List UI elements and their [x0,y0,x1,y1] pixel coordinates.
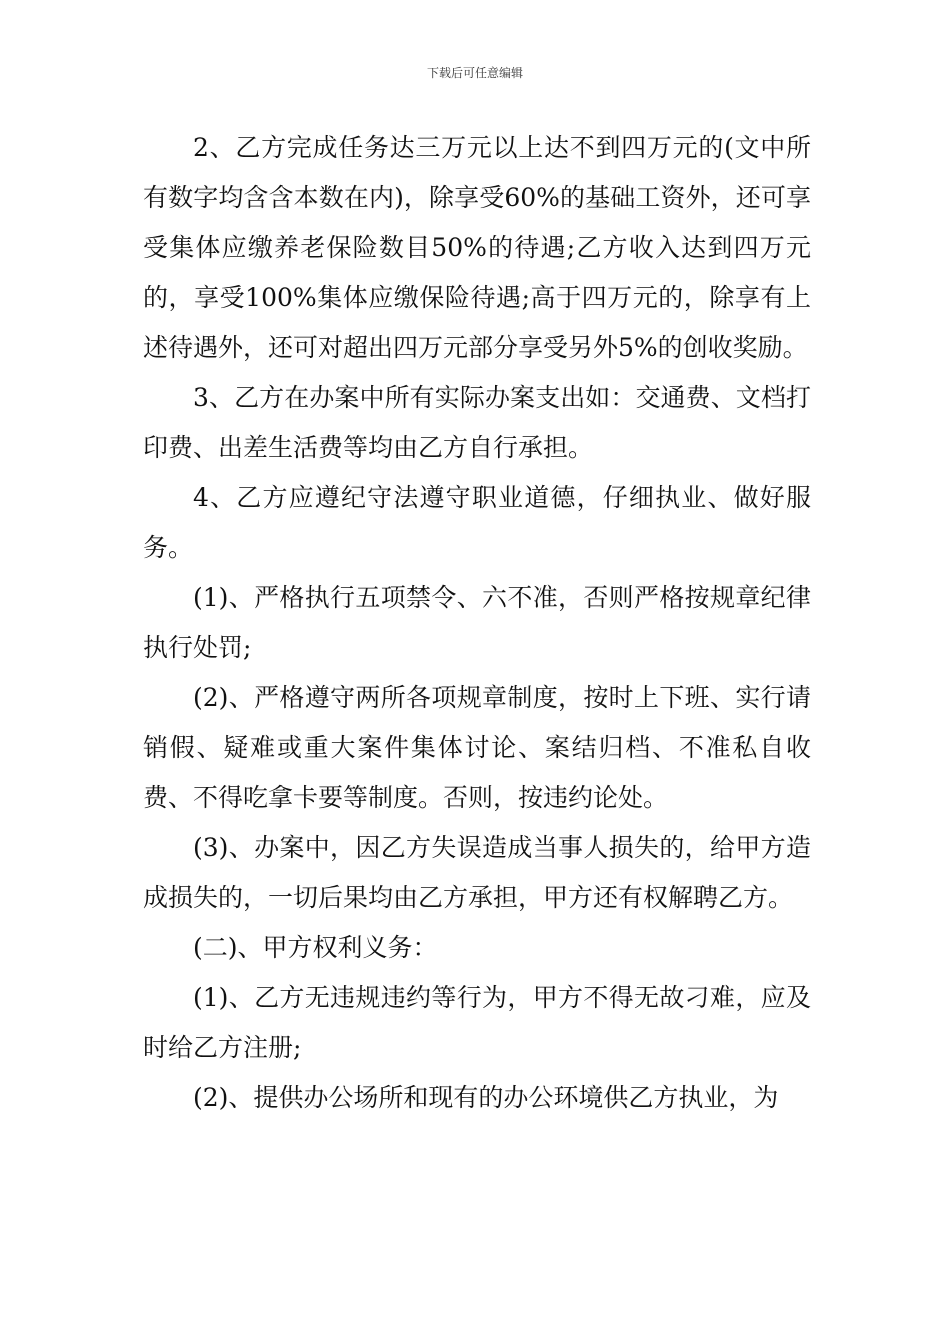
paragraph-clause-1-prohibitions: (1)、严格执行五项禁令、六不准，否则严格按规章纪律执行处罚; [143,583,811,662]
paragraph-party-a-clause-1: (1)、乙方无违规违约等行为，甲方不得无故刁难，应及时给乙方注册; [143,983,811,1062]
paragraph-task-reward: 2、乙方完成任务达三万元以上达不到四万元的(文中所有数字均含含本数在内)，除享受60%的基础工资外，还可享受集体应缴养老保险数目50%的待遇;乙方收入达到四万元的，享受100%集体应缴保险待遇;高于四万元的，除享有上述待遇外，还可对超出四万元部分享受另外5%的创收奖励。 [143,133,811,362]
paragraph-clause-3-liability: (3)、办案中，因乙方失误造成当事人损失的，给甲方造成损失的，一切后果均由乙方承担，甲方还有权解聘乙方。 [143,833,811,912]
paragraph-party-a-clause-2: (2)、提供办公场所和现有的办公环境供乙方执业，为 [193,1083,779,1112]
paragraph-clause-2-regulations: (2)、严格遵守两所各项规章制度，按时上下班、实行请销假、疑难或重大案件集体讨论、案结归档、不准私自收费、不得吃拿卡要等制度。否则，按违约论处。 [143,683,811,812]
paragraph-case-expenses: 3、乙方在办案中所有实际办案支出如：交通费、文档打印费、出差生活费等均由乙方自行承担。 [143,383,811,462]
document-body [143,123,811,1123]
paragraph-professional-ethics: 4、乙方应遵纪守法遵守职业道德，仔细执业、做好服务。 [143,483,811,562]
page-header: 下载后可任意编辑 [426,66,523,80]
section-heading-party-a-rights: (二)、甲方权利义务： [193,933,438,962]
